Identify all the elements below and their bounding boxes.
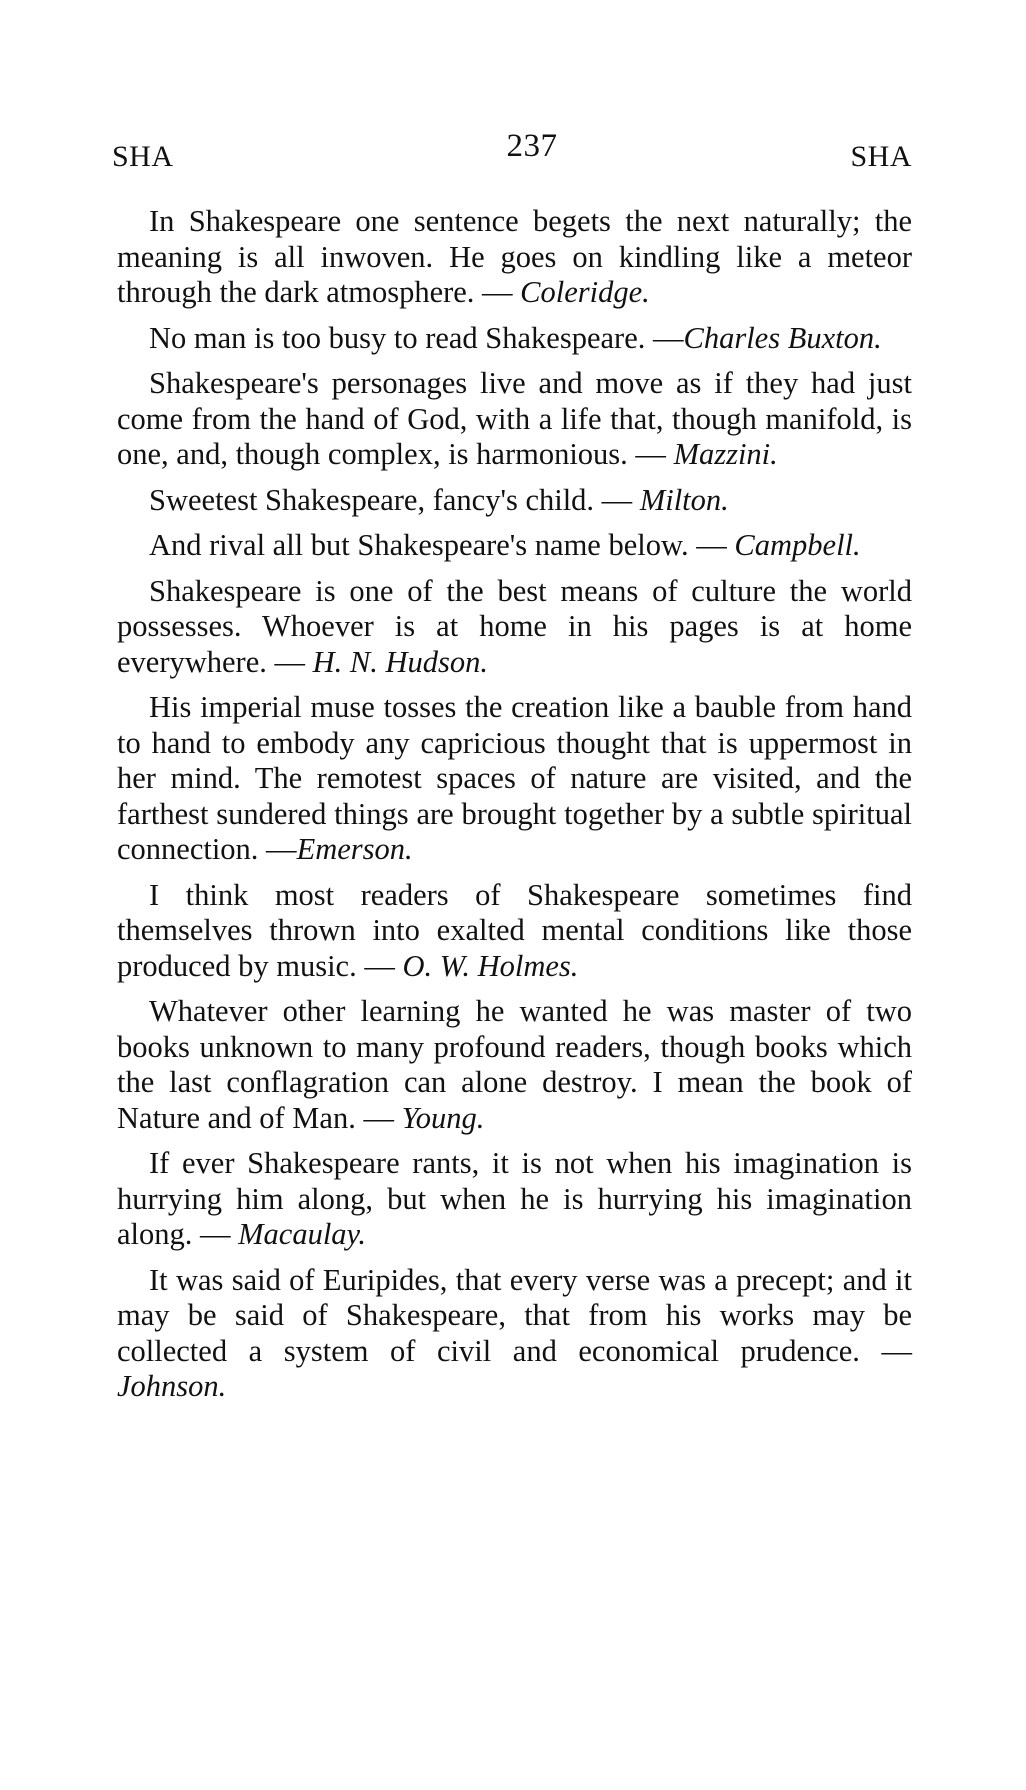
quotation [117,574,912,681]
quotation [117,994,912,1136]
quotation [117,690,912,868]
quote-author: H. N. Hudson. [312,644,489,679]
quote-text: Shakespeare's personages live and move as if they had just come from the hand of God, with a life that, though manifold, is one, and, though complex, is harmonious. — [117,366,912,471]
running-header [112,128,912,178]
quotations [117,204,912,1415]
quote-text: Whatever other learning he wanted he was master of two books unknown to many profound readers, though books which the last conflagration can alone destroy. I mean the book of Nature and of Man. — [117,994,912,1135]
quote-author: Young. [401,1100,485,1135]
quote-text: I think most readers of Shakespeare sometimes find themselves thrown into exalted mental conditions like those produced by music. — [117,877,912,983]
page-number: 237 [506,128,558,164]
quote-text: In Shakespeare one sentence begets the next naturally; the meaning is all inwoven. He goes on kindling like a meteor through the dark atmosphere. — [117,204,912,309]
quote-text: And rival all but Shakespeare's name below. — [149,528,727,562]
quote-text: His imperial muse tosses the creation like a bauble from hand to hand to embody any capricious thought that is uppermost in her mind. The remotest spaces of nature are visited, and the farthest sundered things are brought together by a subtle spiritual connection. — [117,690,912,866]
quotation [117,321,912,357]
quotation [117,528,912,564]
quote-author: O. W. Holmes. [402,948,579,983]
quote-author: Emerson. [296,832,413,866]
quote-text: It was said of Euripides, that every verse was a precept; and it may be said of Shakespeare, that from his works may be collected a system of civil and economical prudence. — [117,1262,912,1368]
quote-author: Milton. [639,482,729,517]
quote-author: Charles Buxton. [683,320,882,355]
quotation [117,878,912,985]
quote-author: Johnson. [117,1369,227,1403]
quotation [117,1146,912,1253]
quote-text: Shakespeare is one of the best means of culture the world possesses. Whoever is at home in his pages is at home everywhere. — [117,573,912,679]
quotation [117,483,912,519]
quote-author: Mazzini. [673,437,778,471]
quotation [117,366,912,473]
quote-author: Campbell. [734,528,861,562]
quotation [117,1263,912,1405]
quote-author: Coleridge. [520,275,650,309]
header-left-word: SHA [112,140,174,173]
quotation [117,204,912,311]
quote-author: Macaulay. [238,1217,367,1251]
quote-text: No man is too busy to read Shakespeare. — [149,320,684,355]
quote-text: If ever Shakespeare rants, it is not when his imagination is hurrying him along, but when he is hurrying his imagination along. — [117,1146,912,1251]
header-right-word: SHA [850,140,912,173]
quote-text: Sweetest Shakespeare, fancy's child. — [149,482,633,517]
